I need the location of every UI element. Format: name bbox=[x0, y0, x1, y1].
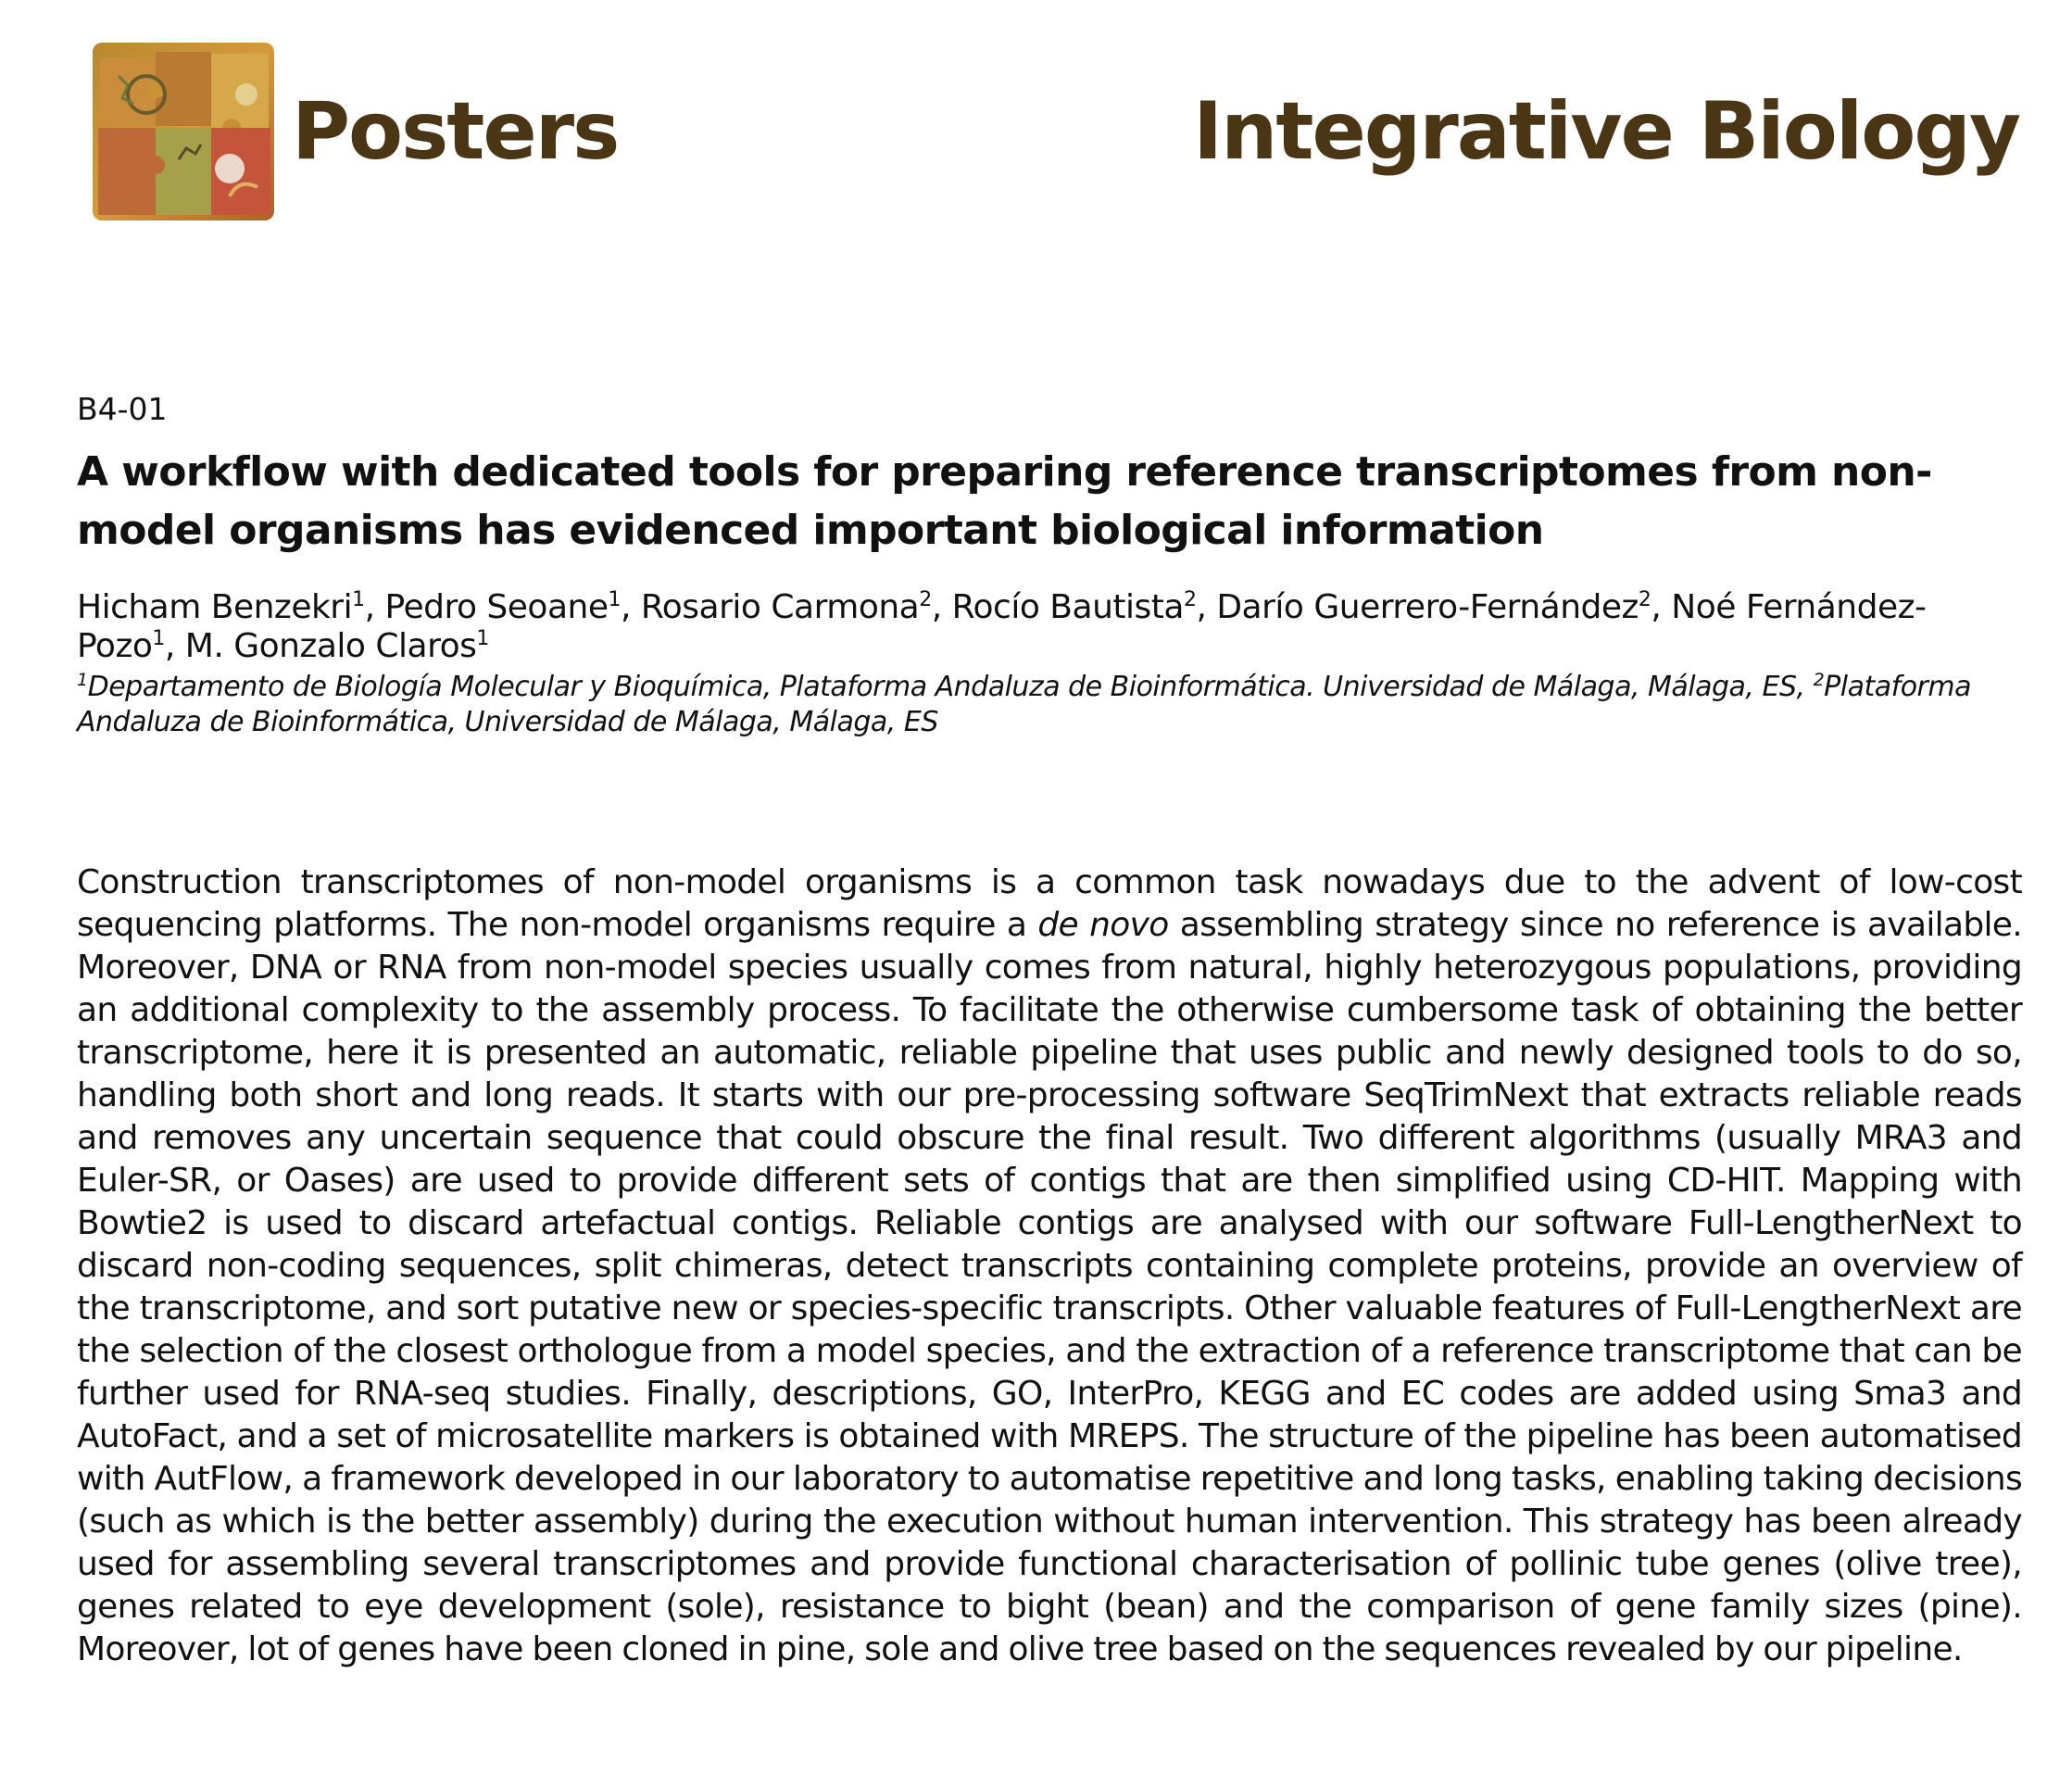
page-header bbox=[0, 0, 2072, 241]
author-separator: , bbox=[1196, 588, 1217, 626]
abstract-text bbox=[77, 862, 2022, 1671]
author-separator: , bbox=[1651, 588, 1672, 626]
author-separator: , bbox=[620, 588, 641, 626]
author-separator: , bbox=[164, 627, 185, 665]
abstract-part: Construction transcriptomes of non-model organisms is a common task nowadays due to the advent of low-cost sequencing platforms. The non-model organisms require a bbox=[77, 863, 2022, 944]
affiliation-text: Plataforma Andaluza de Bioinformática, Universidad de Málaga, Málaga, ES bbox=[77, 671, 1971, 738]
author-list bbox=[77, 588, 2003, 666]
affiliation-text: Departamento de Biología Molecular y Bioquímica, Plataforma Andaluza de Bioinformática. Universidad de Málaga, Málaga, ES, bbox=[87, 671, 1814, 703]
author-separator: , bbox=[931, 588, 952, 626]
author-name: Hicham Benzekri bbox=[77, 588, 353, 626]
affiliation-marker: 2 bbox=[1183, 588, 1197, 611]
affiliation-marker: 1 bbox=[352, 588, 365, 611]
abstract-part: assembling strategy since no reference is available. Moreover, DNA or RNA from non-model species usually comes from natural, highly heterozygous populations, providing an additional complexity to the assembly process. To facilitate the otherwise cumbersome task of obtaining the better transcriptome, here it is presented an automatic, reliable pipeline that uses public and newly designed tools to do so, handling both short and long reads. It starts with our pre-processing software SeqTrimNext that extracts reliable reads and removes any uncertain sequence that could obscure the final result. Two different algorithms (usually MRA3 and Euler-SR, or Oases) are used to provide different sets of contigs that are then simplified using CD-HIT. Mapping with Bowtie2 is used to discard artefactual contigs. Reliable contigs are analysed with our software Full-LengtherNext to discard non-coding sequences, split chimeras, detect transcripts containing complete proteins, provide an overview of the transcriptome, and sort putative new or species-specific transcripts. Other valuable features of Full-LengtherNext are the selection of the closest orthologue from a model species, and the extraction of a reference transcriptome that can be further used for RNA-seq studies. Finally, descriptions, GO, InterPro, KEGG and EC codes are added using Sma3 and AutoFact, and a set of microsatellite markers is obtained with MREPS. The structure of the pipeline has been automatised with AutFlow, a framework developed in our laboratory to automatise repetitive and long tasks, enabling taking decisions (such as which is the better assembly) during the execution without human intervention. This strategy has been already used for assembling several transcriptomes and provide functional characterisation of pollinic tube genes (olive tree), genes related to eye development (sole), resistance to bight (bean) and the comparison of gene family sizes (pine). Moreover, lot of genes have been cloned in pine, sole and olive tree based on the sequences revealed by our pipeline. bbox=[77, 906, 2022, 1668]
journal-title: Integrative Biology bbox=[1193, 85, 2019, 178]
poster-title: A workflow with dedicated tools for preparing reference transcriptomes from non-model organisms has evidenced important biological information bbox=[77, 448, 1932, 554]
affiliation-list bbox=[77, 670, 2003, 740]
poster-code: B4-01 bbox=[77, 391, 168, 427]
author-name: Rosario Carmona bbox=[640, 588, 920, 626]
author-name: Darío Guerrero-Fernández bbox=[1216, 588, 1639, 626]
affiliation-number: 2 bbox=[1813, 670, 1825, 690]
author-name: Rocío Bautista bbox=[951, 588, 1184, 626]
affiliation-marker: 1 bbox=[608, 588, 621, 611]
section-title: Posters bbox=[292, 85, 619, 178]
puzzle-collage-logo bbox=[91, 39, 278, 224]
affiliation-marker: 1 bbox=[476, 627, 489, 650]
author-name: Pedro Seoane bbox=[384, 588, 609, 626]
affiliation-marker: 2 bbox=[919, 588, 932, 611]
affiliation-marker: 2 bbox=[1638, 588, 1651, 611]
author-name: Noé Fernández-Pozo bbox=[77, 588, 1927, 665]
author-separator: , bbox=[364, 588, 385, 626]
affiliation-number: 1 bbox=[77, 670, 88, 690]
author-name: M. Gonzalo Claros bbox=[184, 627, 477, 665]
affiliation-marker: 1 bbox=[152, 627, 165, 650]
abstract-italic: de novo bbox=[1037, 906, 1169, 944]
